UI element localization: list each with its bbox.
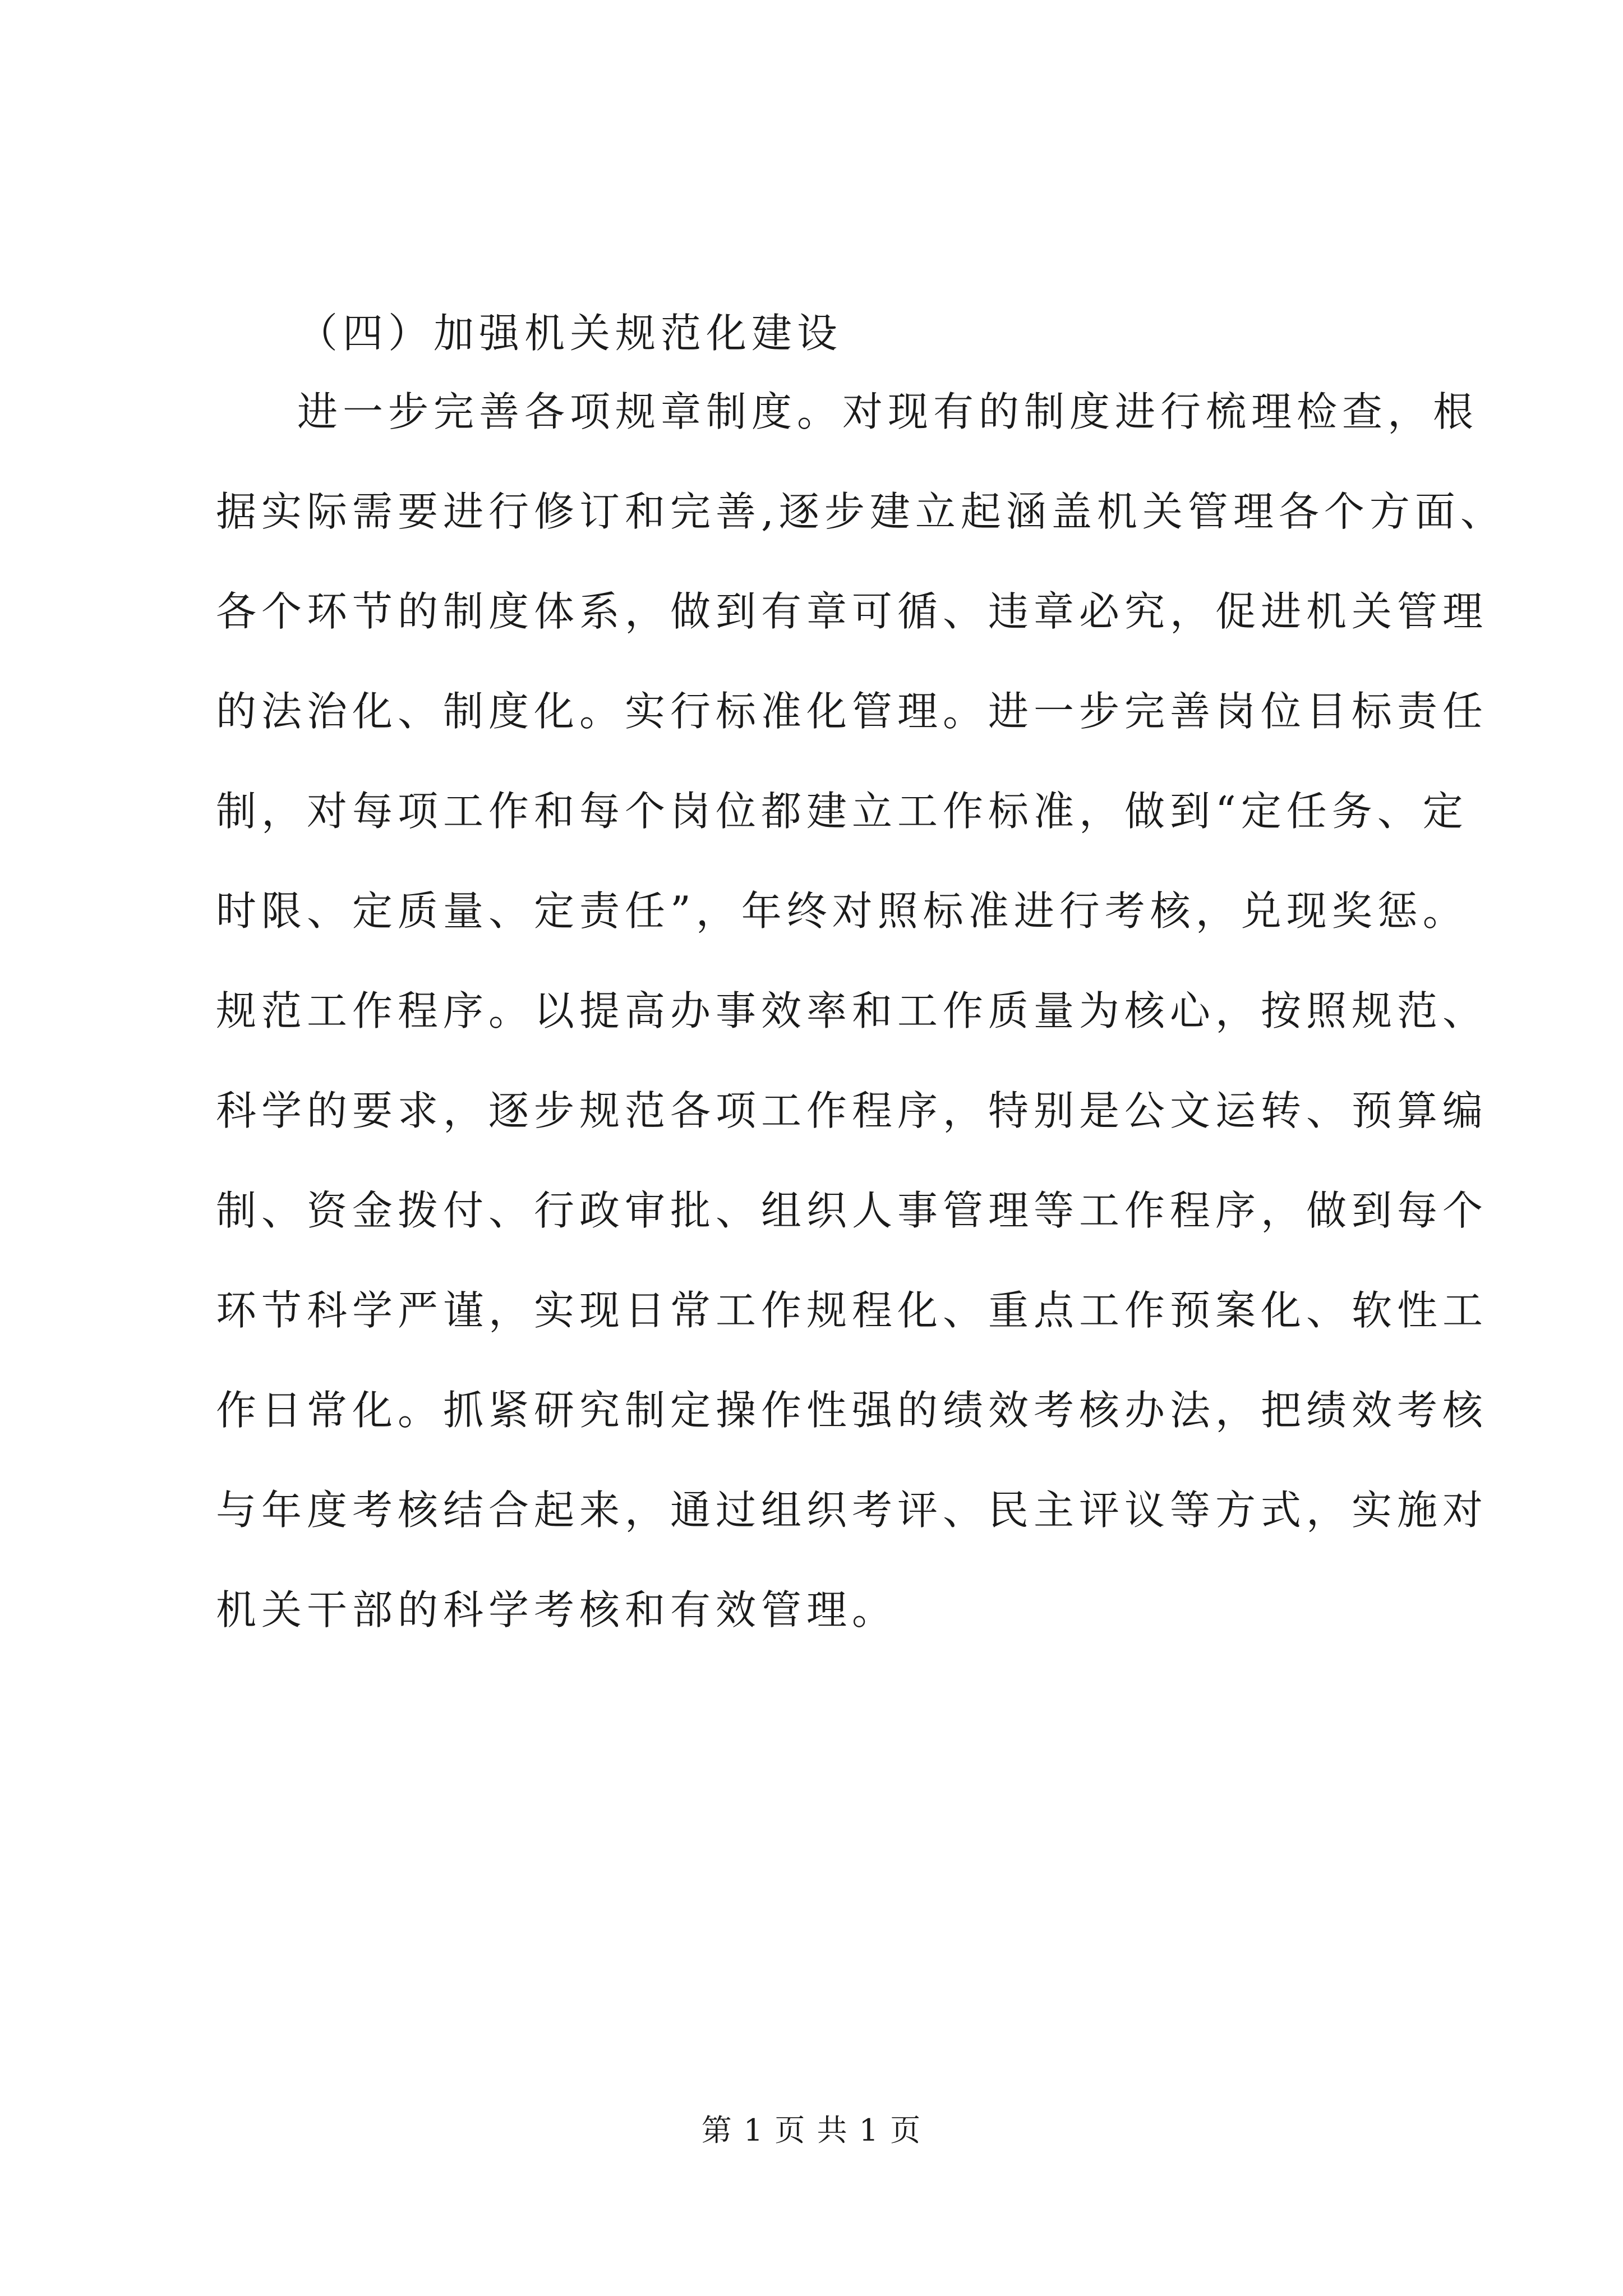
body-line-1: 进一步完善各项规章制度。对现有的制度进行梳理检查，根 (297, 388, 1479, 435)
page-footer: 第 1 页 共 1 页 (701, 2113, 922, 2148)
body-line-7: 规范工作程序。以提高办事效率和工作质量为核心，按照规范、 (216, 987, 1488, 1034)
body-line-3: 各个环节的制度体系，做到有章可循、违章必究，促进机关管理 (216, 588, 1488, 635)
body-line-9: 制、资金拨付、行政审批、组织人事管理等工作程序，做到每个 (216, 1187, 1488, 1234)
body-line-6: 时限、定质量、定责任”，年终对照标准进行考核，兑现奖惩。 (216, 887, 1468, 935)
section-heading: （四）加强机关规范化建设 (297, 310, 843, 357)
body-line-13: 机关干部的科学考核和有效管理。 (216, 1586, 898, 1634)
body-line-12: 与年度考核结合起来，通过组织考评、民主评议等方式，实施对 (216, 1487, 1488, 1534)
body-line-8: 科学的要求，逐步规范各项工作程序，特别是公文运转、预算编 (216, 1087, 1488, 1134)
body-line-2: 据实际需要进行修订和完善,逐步建立起涵盖机关管理各个方面、 (216, 488, 1506, 535)
body-line-11: 作日常化。抓紧研究制定操作性强的绩效考核办法，把绩效考核 (216, 1387, 1488, 1434)
body-line-10: 环节科学严谨，实现日常工作规程化、重点工作预案化、软性工 (216, 1287, 1488, 1334)
body-paragraph (216, 386, 1506, 1684)
body-line-4: 的法治化、制度化。实行标准化管理。进一步完善岗位目标责任 (216, 688, 1488, 735)
body-line-5: 制，对每项工作和每个岗位都建立工作标准，做到“定任务、定 (216, 788, 1468, 835)
